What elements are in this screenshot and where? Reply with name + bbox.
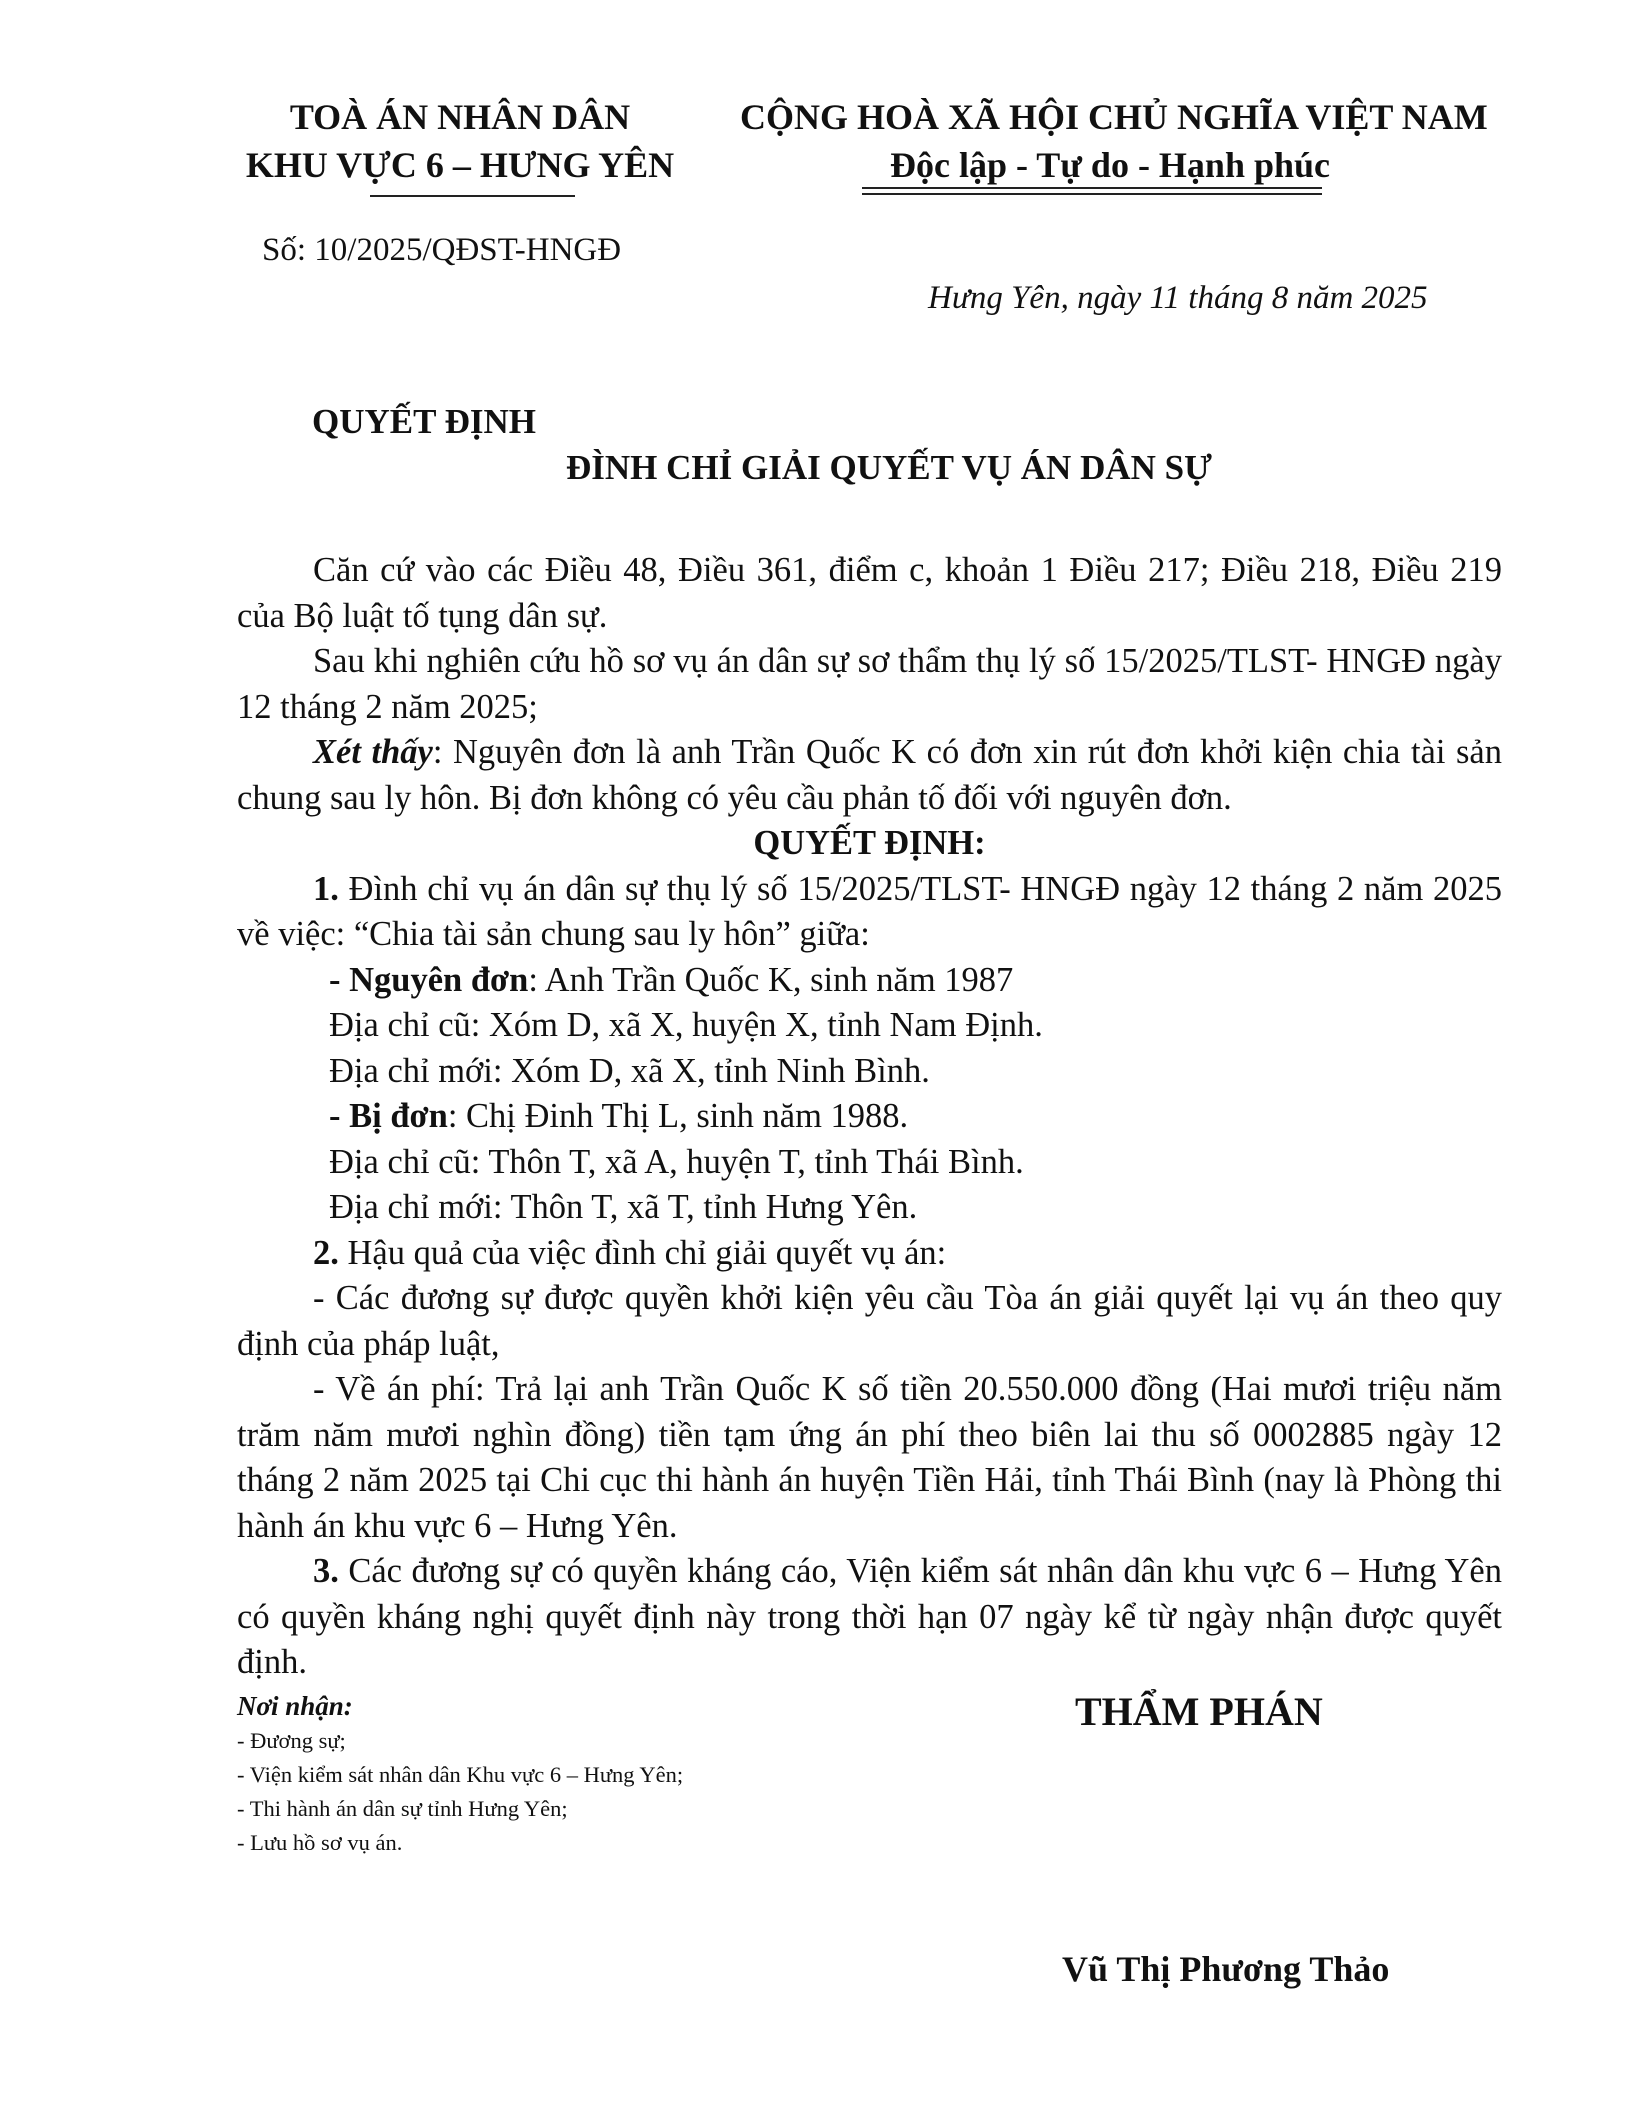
court-name-line2: KHU VỰC 6 – HƯNG YÊN [245, 145, 675, 185]
plaintiff-label: Nguyên đơn [349, 960, 529, 999]
legal-basis-paragraph: Căn cứ vào các Điều 48, Điều 361, điểm c, khoản 1 Điều 217; Điều 218, Điều 219 của Bộ luật tố tụng dân sự. [237, 551, 1502, 635]
item-3-number: 3. [313, 1552, 339, 1590]
judge-name: Vũ Thị Phương Thảo [1062, 1949, 1390, 1989]
considering-paragraph [237, 730, 1502, 821]
item-2-number: 2. [313, 1233, 339, 1272]
plaintiff-line [237, 958, 1502, 1004]
plaintiff-text: : Anh Trần Quốc K, sinh năm 1987 [528, 960, 1014, 999]
decision-item-3 [237, 1549, 1502, 1686]
document-number: Số: 10/2025/QĐST-HNGĐ [262, 232, 622, 268]
judge-title: THẨM PHÁN [1075, 1689, 1323, 1734]
case-study-paragraph: Sau khi nghiên cứu hồ sơ vụ án dân sự sơ thẩm thụ lý số 15/2025/TLST- HNGĐ ngày 12 tháng 2 năm 2025; [237, 642, 1502, 726]
defendant-label: Bị đơn [349, 1097, 448, 1135]
item-2-consequence-a: - Các đương sự được quyền khởi kiện yêu cầu Tòa án giải quyết lại vụ án theo quy định của pháp luật, [237, 1279, 1502, 1363]
defendant-text: : Chị Đinh Thị L, sinh năm 1988. [447, 1097, 909, 1135]
defendant-new-address: Địa chỉ mới: Thôn T, xã T, tỉnh Hưng Yên. [329, 1188, 918, 1226]
decision-heading: QUYẾT ĐỊNH: [753, 824, 986, 862]
considering-text: : Nguyên đơn là anh Trần Quốc K có đơn xin rút đơn khởi kiện chia tài sản chung sau ly hôn. Bị đơn không có yêu cầu phản tố đối với nguyên đơn. [237, 733, 1502, 817]
national-title-line1: CỘNG HOÀ XÃ HỘI CHỦ NGHĨA VIỆT NAM [740, 97, 1488, 137]
item-1-text: Đình chỉ vụ án dân sự thụ lý số 15/2025/TLST- HNGĐ ngày 12 tháng 2 năm 2025 về việc: “Chia tài sản chung sau ly hôn” giữa: [237, 869, 1502, 953]
defendant-dash: - [329, 1097, 350, 1135]
item-2-court-fee: - Về án phí: Trả lại anh Trần Quốc K số tiền 20.550.000 đồng (Hai mươi triệu năm trăm năm mươi nghìn đồng) tiền tạm ứng án phí theo biên lai thu số 0002885 ngày 12 tháng 2 năm 2025 tại Chi cục thi hành án huyện Tiền Hải, tỉnh Thái Bình (nay là Phòng thi hành án khu vực 6 – Hưng Yên. [237, 1370, 1502, 1545]
national-title [740, 93, 1488, 189]
decision-body [237, 548, 1502, 1686]
considering-label: Xét thấy [313, 733, 433, 771]
plaintiff-old-address: Địa chỉ cũ: Xóm D, xã X, huyện X, tỉnh Nam Định. [329, 1006, 1043, 1044]
item-1-number: 1. [313, 869, 339, 908]
item-2-text: Hậu quả của việc đình chỉ giải quyết vụ án: [338, 1233, 947, 1272]
court-name [240, 93, 680, 189]
receiver-item: - Viện kiểm sát nhân dân Khu vực 6 – Hưng Yên; [237, 1762, 684, 1787]
court-name-line1: TOÀ ÁN NHÂN DÂN [289, 97, 631, 137]
court-underline [370, 195, 575, 197]
item-3-text: Các đương sự có quyền kháng cáo, Viện kiểm sát nhân dân khu vực 6 – Hưng Yên có quyền kháng nghị quyết định này trong thời hạn 07 ngày kể từ ngày nhận được quyết định. [237, 1552, 1502, 1681]
defendant-old-address: Địa chỉ cũ: Thôn T, xã A, huyện T, tỉnh Thái Bình. [329, 1142, 1024, 1181]
decision-subtitle: ĐÌNH CHỈ GIẢI QUYẾT VỤ ÁN DÂN SỰ [566, 448, 1212, 487]
place-date: Hưng Yên, ngày 11 tháng 8 năm 2025 [928, 280, 1428, 316]
decision-title: QUYẾT ĐỊNH [312, 402, 536, 441]
plaintiff-dash: - [329, 960, 350, 999]
receiver-item: - Lưu hồ sơ vụ án. [237, 1830, 403, 1855]
receivers-title: Nơi nhận: [237, 1691, 353, 1721]
receivers-block [237, 1688, 683, 1860]
decision-item-2 [237, 1231, 1502, 1277]
national-motto: Độc lập - Tự do - Hạnh phúc [889, 145, 1331, 185]
defendant-line [237, 1094, 1502, 1140]
plaintiff-new-address: Địa chỉ mới: Xóm D, xã X, tỉnh Ninh Bình. [329, 1051, 930, 1090]
decision-item-1 [237, 867, 1502, 958]
motto-double-underline [862, 187, 1322, 195]
receiver-item: - Thi hành án dân sự tỉnh Hưng Yên; [237, 1796, 568, 1821]
receiver-item: - Đương sự; [237, 1728, 346, 1753]
